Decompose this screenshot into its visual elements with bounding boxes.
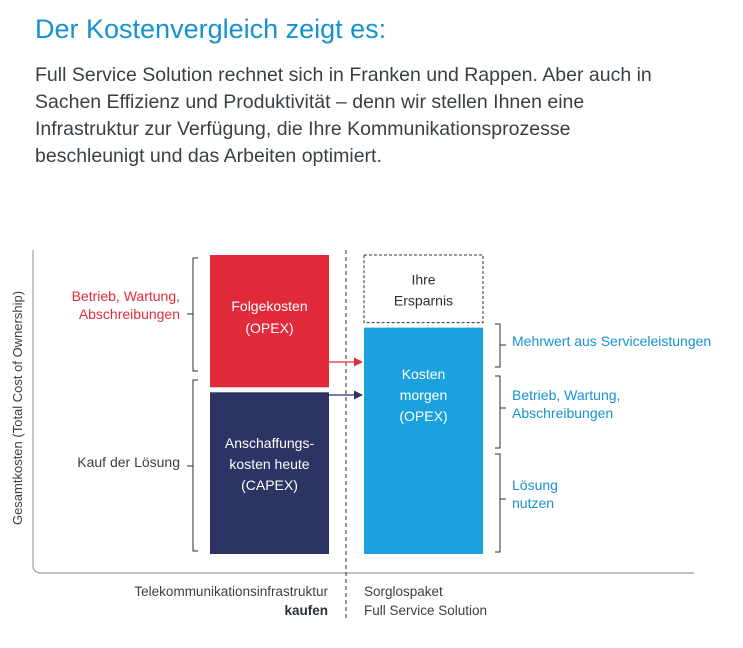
opex-label-line-2: (OPEX)	[245, 320, 294, 337]
bracket-capex	[187, 380, 198, 551]
loesung-line-2: nutzen	[512, 495, 555, 511]
bracket-betrieb	[495, 376, 506, 448]
category-label-service-line1: Sorglospaket	[364, 584, 443, 599]
left-label-capex	[77, 454, 180, 470]
right-label-betrieb	[512, 387, 620, 421]
intro-text: Full Service Solution rechnet sich in Franken und Rappen. Aber auch in Sachen Effizienz und Produktivität – denn wir stellen Ihnen eine Infrastruktur zur Verfügung, die Ihre Kommunikationsprozesse beschleunigt und das Arbeiten optimiert.	[35, 64, 652, 167]
left-label-opex	[72, 288, 180, 322]
ersparnis-label-line-1: Ihre	[411, 271, 436, 288]
bracket-loesung	[495, 454, 506, 552]
bar-ersparnis-label	[394, 271, 453, 308]
capex-label-line-1: Anschaffungs-	[224, 435, 315, 452]
left-capex-line-1: Kauf der Lösung	[77, 454, 180, 470]
right-label-loesung	[512, 477, 558, 511]
bracket-opex	[187, 258, 198, 371]
morgen-label-line-1: Kosten	[401, 365, 446, 382]
bar-kosten-morgen-label	[399, 366, 447, 424]
mehrwert-line-1: Mehrwert aus Serviceleistungen	[512, 333, 712, 349]
bar-kosten-morgen	[364, 328, 483, 554]
capex-label-line-2: kosten heute	[229, 456, 310, 473]
bar-ersparnis	[364, 255, 483, 323]
loesung-line-1: Lösung	[512, 477, 558, 493]
opex-label-line-1: Folgekosten	[231, 298, 308, 315]
ersparnis-label-line-2: Ersparnis	[393, 292, 454, 309]
bracket-mehrwert	[495, 324, 506, 367]
page-title: Der Kostenvergleich zeigt es:	[35, 14, 387, 44]
category-label-kaufen-line2: kaufen	[284, 603, 328, 618]
bar-capex	[210, 392, 329, 554]
category-label-kaufen-line1: Telekommunikationsinfrastruktur	[134, 584, 328, 599]
left-opex-line-1: Betrieb, Wartung,	[71, 288, 180, 304]
y-axis-label: Gesamtkosten (Total Cost of Ownership)	[10, 290, 25, 526]
capex-label-line-3: (CAPEX)	[241, 477, 298, 494]
left-opex-line-2: Abschreibungen	[78, 306, 180, 322]
betrieb-line-1: Betrieb, Wartung,	[512, 387, 621, 403]
betrieb-line-2: Abschreibungen	[512, 405, 614, 421]
morgen-label-line-3: (OPEX)	[399, 407, 448, 424]
right-label-mehrwert	[512, 333, 711, 349]
category-label-service-line2: Full Service Solution	[364, 603, 488, 618]
morgen-label-line-2: morgen	[399, 386, 448, 403]
